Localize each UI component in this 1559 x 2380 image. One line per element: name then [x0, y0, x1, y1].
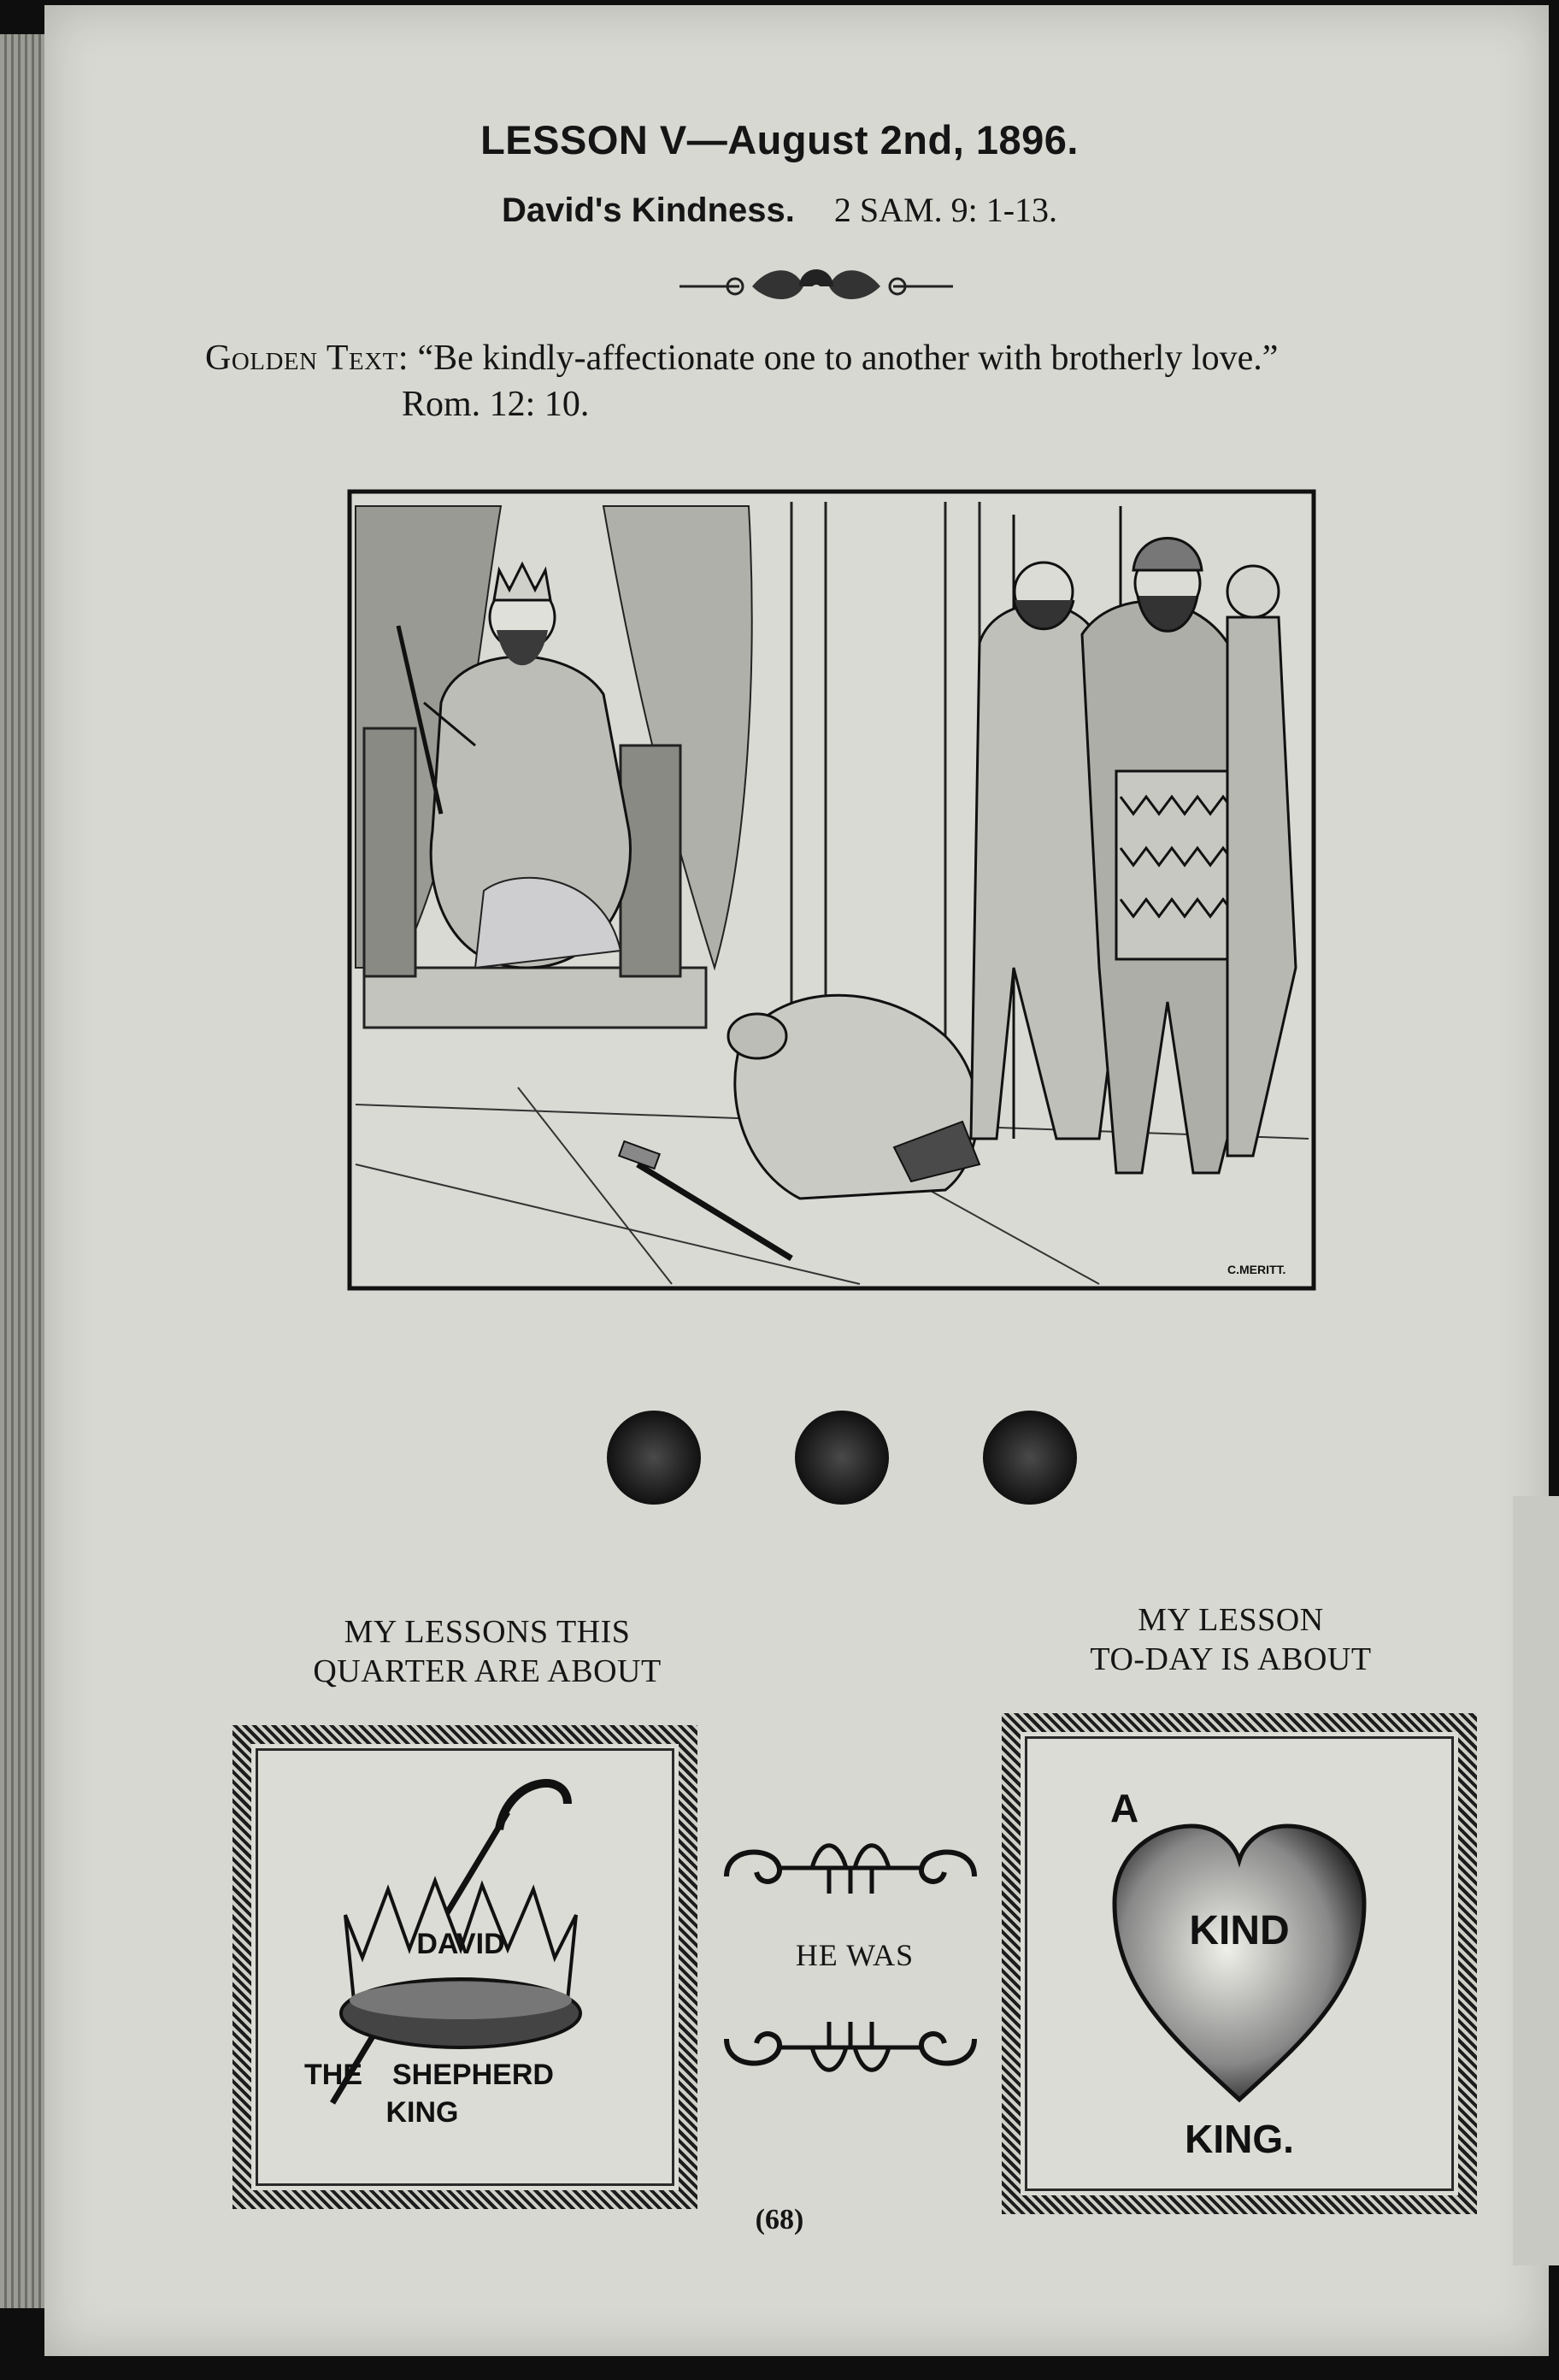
he-was-text: HE WAS: [795, 1938, 915, 1972]
kind-bottom-word: KING.: [1185, 2117, 1294, 2161]
lesson-subtitle-text: David's Kindness.: [501, 191, 795, 229]
heart-icon: [1021, 1732, 1458, 2195]
artist-signature: C.MERITT.: [1227, 1263, 1286, 1276]
scripture-reference: 2 SAM. 9: 1-13.: [833, 191, 1058, 229]
page-number: (68): [755, 2204, 804, 2236]
kind-top-word: A: [1110, 1786, 1139, 1830]
decorative-dots-icon: [598, 1402, 1085, 1513]
ornament-divider-icon: [675, 261, 957, 312]
lesson-subtitle: [0, 190, 1559, 230]
shepherd-line1: THE: [304, 2059, 362, 2091]
left-caption-line1: MY LESSONS THIS: [344, 1614, 631, 1650]
shepherd-line2: SHEPHERD: [392, 2059, 554, 2091]
crown-crook-icon: [251, 1744, 679, 2190]
kind-king-panel: [1002, 1713, 1477, 2214]
golden-text-reference: Rom. 12: 10.: [402, 385, 590, 424]
engraving-illustration: [347, 489, 1316, 1291]
page-tab: [1513, 1496, 1559, 2265]
kind-heart-word: KIND: [1189, 1908, 1290, 1953]
left-panel-caption: [239, 1612, 735, 1691]
shepherd-line3: KING: [385, 2096, 459, 2129]
shepherd-king-panel: [232, 1725, 697, 2209]
crown-text: DAVID: [416, 1928, 505, 1960]
golden-text-label: Golden Text:: [205, 339, 409, 378]
golden-text-quote: “Be kindly-affectionate one to another with brotherly love.”: [409, 339, 1279, 378]
right-panel-caption: [1026, 1600, 1436, 1679]
right-caption-line2: TO-DAY IS ABOUT: [1090, 1641, 1372, 1677]
lesson-title: LESSON V—August 2nd, 1896.: [480, 117, 1079, 162]
left-caption-line2: QUARTER ARE ABOUT: [313, 1653, 662, 1689]
scroll-ornament-bottom-icon: [709, 2018, 991, 2086]
golden-text: [205, 335, 1453, 427]
scroll-ornament-top-icon: [709, 1829, 991, 1898]
right-caption-line1: MY LESSON: [1138, 1602, 1324, 1638]
